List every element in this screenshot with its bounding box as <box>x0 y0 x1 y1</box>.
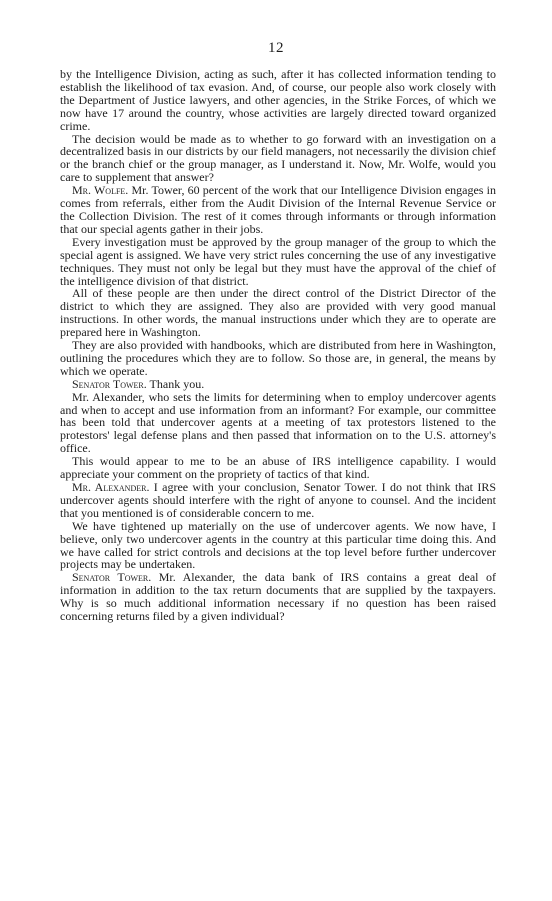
paragraph <box>60 236 496 288</box>
paragraph <box>60 391 496 456</box>
speaker-name: Senator Tower. <box>72 570 152 585</box>
paragraph-text: Mr. Alexander, who sets the limits for determining when to employ undercover agents and when to accept and use information from an informant? For example, our committee has been told that undercover agents at a meeting of tax protestors listened to the protestors' legal defense plans and then passed that information on to the U.S. attorney's office. <box>60 389 496 456</box>
paragraph-text: by the Intelligence Division, acting as such, after it has collected information tending to establish the likelihood of tax evasion. And, of course, our people also work closely with the Department of Justice lawyers, and other agencies, in the Strike Forces, of which we now have 17 around the country, whose activities are largely directed toward organized crime. <box>60 67 496 133</box>
paragraph <box>60 287 496 339</box>
paragraph-text: Mr. Tower, 60 percent of the work that our Intelligence Division engages in comes from referrals, either from the Audit Division of the Internal Revenue Service or the Collection Division. The rest of it comes through informants or through information that our special agents gather in their jobs. <box>60 183 496 236</box>
paragraph-text: We have tightened up materially on the use of undercover agents. We now have, I believe, only two undercover agents in the country at this particular time doing this. And we have called for strict controls and decisions at the top level before further undercover projects may be undertaken. <box>60 518 496 572</box>
paragraph-text: All of these people are then under the direct control of the District Director of the district to which they are assigned. They also are provided with very good manual instructions. In other words, the manual instructions under which they are to operate are prepared here in Washington. <box>60 286 496 340</box>
paragraph-text: This would appear to me to be an abuse of IRS intelligence capability. I would appreciate your comment on the propriety of tactics of that kind. <box>60 454 496 482</box>
paragraph-text: They are also provided with handbooks, which are distributed from here in Washington, outlining the procedures which they are to follow. So those are, in general, the means by which we operate. <box>60 338 496 378</box>
paragraph-text: Thank you. <box>149 376 205 391</box>
paragraph-text: I agree with your conclusion, Senator Tower. I do not think that IRS undercover agents should interfere with the right of anyone to counsel. And the incident that you mentioned is of considerable concern to me. <box>60 480 497 520</box>
paragraph-text: The decision would be made as to whether to go forward with an investigation on a decentralized basis in our districts by our field managers, not necessarily the division chief or the branch chief or the group manager, as I understand it. Now, Mr. Wolfe, would you care to supplement that answer? <box>60 131 496 185</box>
paragraph <box>60 68 496 133</box>
paragraph <box>60 481 496 520</box>
paragraph <box>60 520 496 572</box>
paragraph <box>60 455 496 481</box>
speaker-name: Senator Tower. <box>72 376 147 391</box>
document-body <box>60 68 496 623</box>
paragraph-text: Every investigation must be approved by the group manager of the group to which the special agent is assigned. We have very strict rules concerning the use of any investigative techniques. They must not only be legal but they must have the approval of the chief of the intelligence division of that district. <box>60 234 496 288</box>
paragraph <box>60 571 496 623</box>
paragraph <box>60 184 496 236</box>
speaker-name: Mr. Alexander. <box>72 480 150 494</box>
page-number: 12 <box>268 40 284 56</box>
paragraph <box>60 339 496 378</box>
paragraph-text: Mr. Alexander, the data bank of IRS contains a great deal of information in addition to the tax return documents that are supplied by the taxpayers. Why is so much additional information necessary if no question has been raised concerning returns filed by a given individual? <box>60 570 496 624</box>
speaker-name: Mr. Wolfe. <box>72 183 129 198</box>
paragraph <box>60 133 496 185</box>
